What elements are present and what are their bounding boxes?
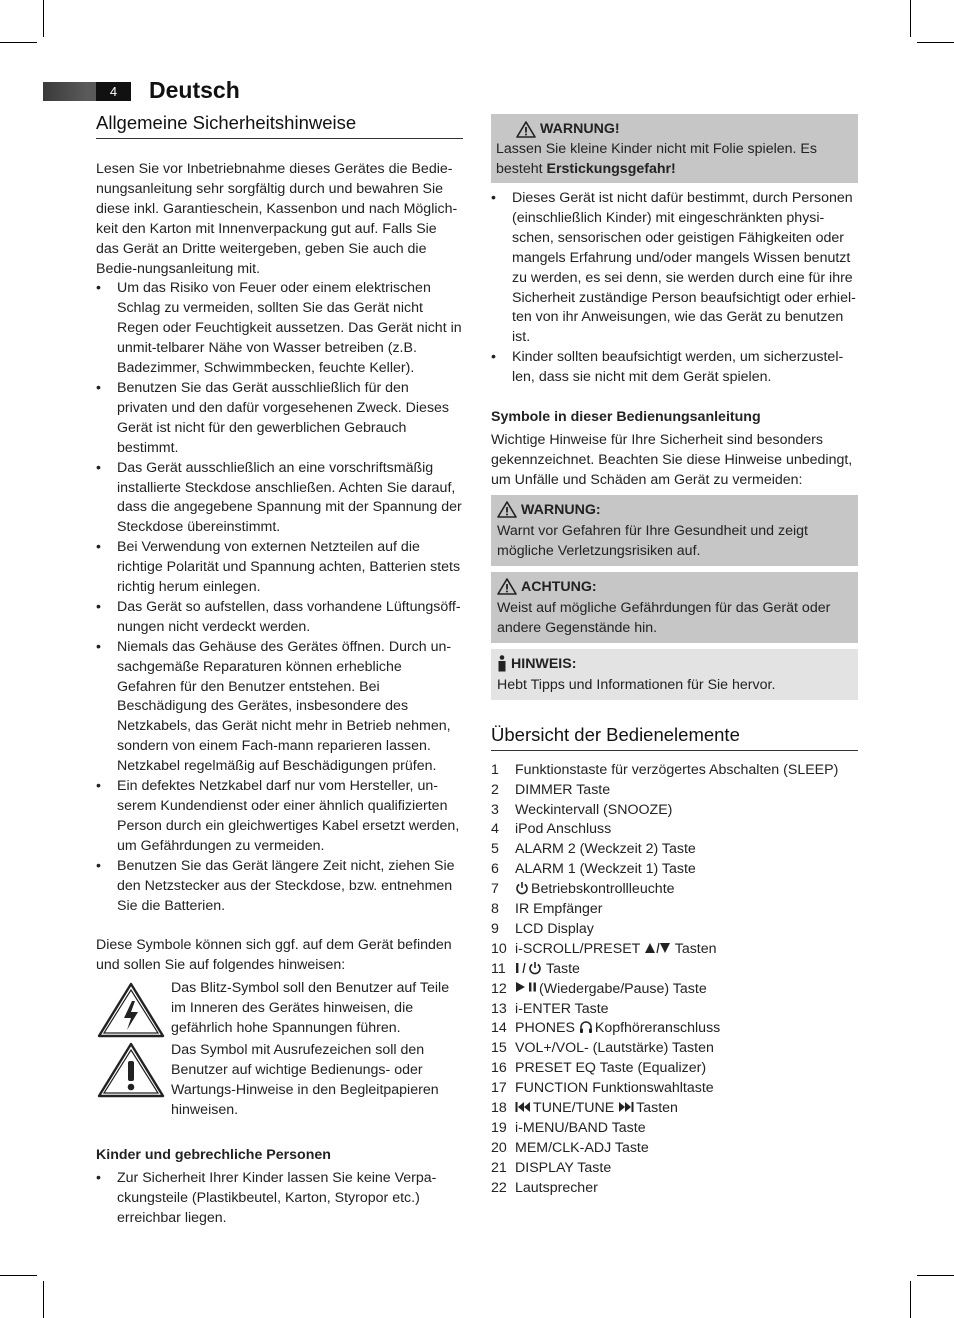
- list-item: 18 TUNE/TUNE Tasten: [491, 1100, 678, 1117]
- hint-title: HINWEIS:: [511, 655, 577, 672]
- list-item: • Bei Verwendung von externen Netzteilen auf die richtige Polarität und Spannung achten, Batterien stets richtig herum einlegen.: [96, 538, 463, 598]
- crop-mark: [910, 1281, 911, 1318]
- list-item: 19 i-MENU/BAND Taste: [491, 1120, 646, 1136]
- list-item: • Das Gerät ausschließlich an eine vorschriftsmäßig installierte Steckdose anschließen. Achten Sie darauf, dass die angegebene Spannung mit der Spannung der Steckdose übereinstimmt.: [96, 459, 463, 539]
- hint-box: [491, 649, 858, 700]
- children-safety-list: [491, 189, 858, 388]
- list-item: 6 ALARM 1 (Weckzeit 1) Taste: [491, 861, 696, 878]
- children-list: [96, 1169, 463, 1229]
- list-item: • Kinder sollten beaufsichtigt werden, um sicherzustel-len, dass sie nicht mit dem Gerät spielen.: [491, 348, 858, 388]
- list-item: 14 PHONES Kopfhöreranschluss: [491, 1020, 721, 1037]
- section-heading: Allgemeine Sicherheitshinweise: [96, 112, 463, 139]
- up-down-arrows-icon: [644, 942, 671, 954]
- list-item: 13 i-ENTER Taste: [491, 1000, 609, 1017]
- list-item: 8 IR Empfänger: [491, 901, 603, 918]
- symbols-intro: Diese Symbole können sich ggf. auf dem Gerät befinden und sollen Sie auf folgendes hinweisen:: [96, 937, 452, 974]
- exclamation-symbol-text: Das Symbol mit Ausrufezeichen soll den Benutzer auf wichtige Bedienungs- oder Wartungs-Hinweise in den Begleitpapieren hinweisen.: [171, 1042, 439, 1118]
- exclamation-warning-icon: [96, 1041, 166, 1099]
- warning-icon: [516, 121, 536, 138]
- exclamation-symbol-row: [96, 1041, 463, 1121]
- headphones-icon: [579, 1020, 593, 1034]
- list-item: • Benutzen Sie das Gerät ausschließlich für den privaten und den dafür vorgesehenen Zweck. Dieses Gerät ist nicht für den gewerblichen Gebrauch bestimmt.: [96, 379, 463, 459]
- lightning-symbol-row: [96, 979, 463, 1039]
- power-icon: [515, 881, 529, 895]
- list-item: 9 LCD Display: [491, 920, 594, 937]
- symbols-text: Wichtige Hinweise für Ihre Sicherheit sind besonders gekennzeichnet. Beachten Sie diese Hinweise unbedingt, um Unfälle und Schäden am Gerät zu vermeiden:: [491, 431, 853, 488]
- list-item: 7 Betriebskontrollleuchte: [491, 881, 675, 898]
- crop-mark: [917, 42, 954, 43]
- crop-mark: [910, 0, 911, 37]
- hint-text: Hebt Tipps und Informationen für Sie hervor.: [497, 676, 776, 693]
- standby-power-icon: [515, 961, 545, 975]
- skip-back-icon: [515, 1101, 531, 1113]
- warning-title: WARNUNG:: [521, 501, 601, 518]
- page-title: Deutsch: [149, 77, 240, 103]
- caution-text: Weist auf mögliche Gefährdungen für das Gerät oder andere Gegenstände hin.: [497, 599, 831, 636]
- intro-text: Lesen Sie vor Inbetriebnahme dieses Gerätes die Bedie-nungsanleitung sehr sorgfältig durch und bewahren Sie diese inkl. Garantieschein, Kassenbon und nach Möglich-keit den Karton mit Innenverpackung gut auf. Falls Sie das Gerät an Dritte weitergeben, geben Sie auch die Bedie-nungsanleitung mit.: [96, 161, 458, 277]
- list-item: 21 DISPLAY Taste: [491, 1159, 612, 1176]
- caution-box: [491, 572, 858, 643]
- warning-icon: [497, 501, 517, 518]
- warning-box-top: [491, 114, 858, 183]
- list-item: • Zur Sicherheit Ihrer Kinder lassen Sie keine Verpa-ckungsteile (Plastikbeutel, Karton, Styropor etc.) erreichbar liegen.: [96, 1169, 463, 1229]
- list-item: 15 VOL+/VOL- (Lautstärke) Tasten: [491, 1040, 714, 1057]
- info-icon: [497, 655, 507, 672]
- list-item: 2 DIMMER Taste: [491, 781, 611, 798]
- lightning-warning-icon: [96, 981, 166, 1039]
- crop-mark: [0, 1275, 37, 1276]
- lightning-symbol-text: Das Blitz-Symbol soll den Benutzer auf Teile im Inneren des Gerätes hinweisen, die gefährlich hohe Spannungen führen.: [171, 980, 450, 1037]
- left-column: [96, 112, 463, 1229]
- list-item: • Ein defektes Netzkabel darf nur vom Hersteller, un-serem Kundendienst oder einer ähnlich qualifizierten Person durch ein gleichwertiges Kabel ersetzt werden, um Gefährdungen zu vermeiden.: [96, 777, 463, 857]
- controls-list: [491, 761, 858, 1199]
- list-item: 10 i-SCROLL/PRESET Tasten: [491, 940, 717, 957]
- crop-mark: [43, 0, 44, 37]
- warning-text: Lassen Sie kleine Kinder nicht mit Folie spielen. Es besteht: [496, 141, 817, 177]
- list-item: 4 iPod Anschluss: [491, 821, 612, 838]
- caution-title: ACHTUNG:: [521, 578, 597, 595]
- page-number: 4: [96, 82, 131, 101]
- list-item: • Niemals das Gehäuse des Gerätes öffnen. Durch un-sachgemäße Reparaturen können erhebliche Gefahren für den Benutzer entstehen. Bei Beschädigung des Gerätes, insbesondere des Netzkabels, das Gerät nicht mehr in Betrieb nehmen, sondern von einem Fach-mann reparieren lassen. Netzkabel regelmäßig auf Beschädigungen prüfen.: [96, 638, 463, 777]
- subsection-heading: Symbole in dieser Bedienungsanleitung: [491, 409, 761, 426]
- warning-emphasis: Erstickungsgefahr!: [546, 161, 676, 177]
- list-item: 5 ALARM 2 (Weckzeit 2) Taste: [491, 841, 696, 858]
- list-item: • Dieses Gerät ist nicht dafür bestimmt, durch Personen (einschließlich Kinder) mit eingeschränkten physi-schen, sensorischen oder geistigen Fähigkeiten oder mangels Erfahrung und/oder mangels Wissen benutzt zu werden, es sei denn, sie werden durch eine für ihre Sicherheit zuständige Person beaufsichtigt oder erhiel-ten von ihr Anweisungen, wie das Gerät zu benutzen ist.: [491, 189, 858, 348]
- crop-mark: [0, 42, 37, 43]
- warning-title: WARNUNG!: [540, 121, 620, 137]
- list-item: 3 Weckintervall (SNOOZE): [491, 801, 673, 818]
- section-heading: Übersicht der Bedienelemente: [491, 724, 858, 751]
- list-item: 12 (Wiedergabe/Pause) Taste: [491, 980, 707, 997]
- crop-mark: [917, 1275, 954, 1276]
- list-item: • Um das Risiko von Feuer oder einem elektrischen Schlag zu vermeiden, sollten Sie das Gerät nicht Regen oder Feuchtigkeit aussetzen. Das Gerät nicht in unmit-telbarer Nähe von Wasser betreiben (z.B. Badezimmer, Schwimmbecken, feuchte Keller).: [96, 279, 463, 379]
- list-item: 16 PRESET EQ Taste (Equalizer): [491, 1060, 707, 1077]
- safety-list: [96, 279, 463, 916]
- list-item: 20 MEM/CLK-ADJ Taste: [491, 1139, 649, 1156]
- warning-text: Warnt vor Gefahren für Ihre Gesundheit und zeigt mögliche Verletzungsrisiken auf.: [497, 522, 808, 559]
- warning-box: [491, 495, 858, 566]
- list-item: 17 FUNCTION Funktionswahltaste: [491, 1080, 714, 1097]
- list-item: • Das Gerät so aufstellen, dass vorhandene Lüftungsöff-nungen nicht verdeckt werden.: [96, 598, 463, 638]
- list-item: 22 Lautsprecher: [491, 1179, 598, 1196]
- right-column: [491, 114, 858, 1199]
- skip-forward-icon: [618, 1101, 634, 1113]
- caution-icon: [497, 578, 517, 595]
- crop-mark: [43, 1281, 44, 1318]
- subsection-heading: Kinder und gebrechliche Personen: [96, 1146, 331, 1163]
- list-item: 1 Funktionstaste für verzögertes Abschalten (SLEEP): [491, 761, 839, 778]
- list-item: 11 Taste: [491, 960, 580, 977]
- play-pause-icon: [515, 981, 537, 993]
- list-item: • Benutzen Sie das Gerät längere Zeit nicht, ziehen Sie den Netzstecker aus der Steckdose, bzw. entnehmen Sie die Batterien.: [96, 857, 463, 917]
